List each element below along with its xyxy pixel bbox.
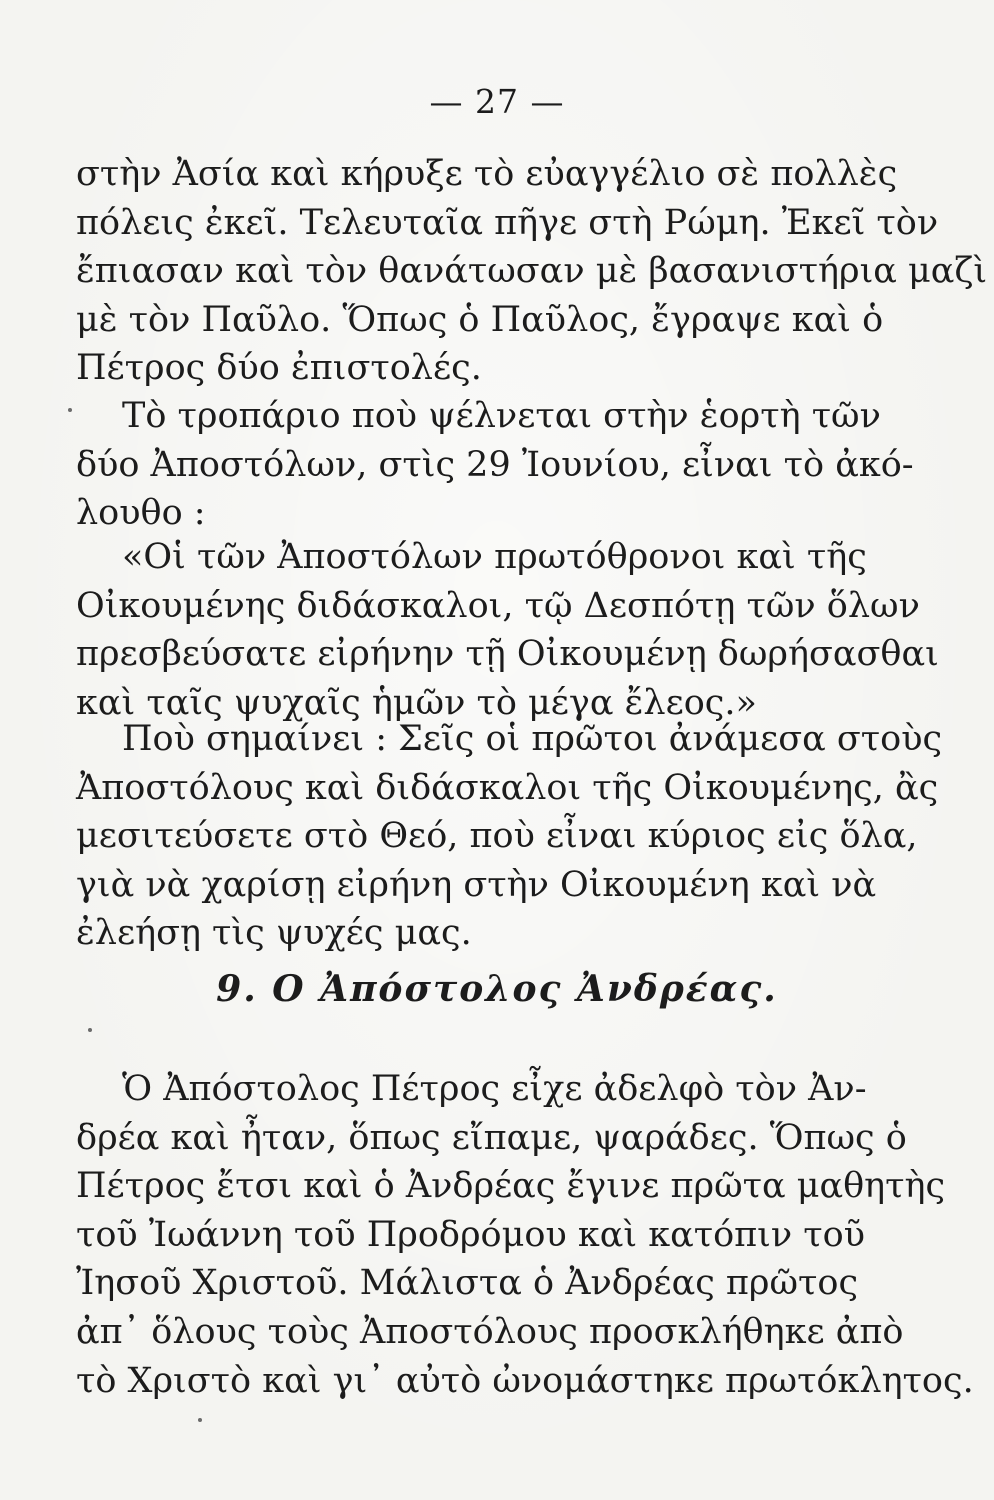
text-line: «Οἱ τῶν Ἀποστόλων πρωτόθρονοι καὶ τῆς (122, 537, 867, 577)
text-line: Ἀποστόλους καὶ διδάσκαλοι τῆς Οἰκουμένης, ἂς (76, 767, 939, 808)
text-line: δρέα καὶ ἦταν, ὅπως εἴπαμε, ψαράδες. Ὅπως ὁ (76, 1117, 907, 1158)
paper-speck (198, 1418, 202, 1422)
paragraph-peter-end (76, 150, 988, 393)
text-line: ἐλεήσῃ τὶς ψυχές μας. (76, 913, 472, 954)
text-line: ἀπ᾽ ὅλους τοὺς Ἀποστόλους προσκλήθηκε ἀπὸ (76, 1311, 904, 1352)
text-line: ἔπιασαν καὶ τὸν θανάτωσαν μὲ βασανιστήρια μαζὶ (76, 251, 988, 292)
paper-speck (88, 1028, 92, 1032)
text-line: γιὰ νὰ χαρίσῃ εἰρήνη στὴν Οἰκουμένη καὶ νὰ (76, 864, 877, 905)
text-line: Τὸ τροπάριο ποὺ ψέλνεται στὴν ἑορτὴ τῶν (122, 396, 881, 436)
text-line: πρεσβεύσατε εἰρήνην τῇ Οἰκουμένῃ δωρήσασθαι (76, 634, 939, 675)
text-line: τὸ Χριστὸ καὶ γι᾽ αὐτὸ ὠνομάστηκε πρωτόκλητος. (76, 1360, 974, 1401)
text-line: Ὁ Ἀπόστολος Πέτρος εἶχε ἀδελφὸ τὸν Ἀν- (122, 1069, 867, 1109)
text-line: πόλεις ἐκεῖ. Τελευταῖα πῆγε στὴ Ρώμη. Ἐκεῖ τὸν (76, 202, 939, 243)
text-line: καὶ ταῖς ψυχαῖς ἡμῶν τὸ μέγα ἔλεος.» (76, 682, 757, 723)
paper-speck (68, 408, 72, 412)
paragraph-andrew (76, 1065, 974, 1405)
text-line: Ἰησοῦ Χριστοῦ. Μάλιστα ὁ Ἀνδρέας πρῶτος (76, 1263, 859, 1304)
paragraph-hymn-intro (76, 392, 914, 538)
text-line: Οἰκουμένης διδάσκαλοι, τῷ Δεσπότῃ τῶν ὅλων (76, 585, 920, 626)
text-line: δύο Ἀποστόλων, στὶς 29 Ἰουνίου, εἶναι τὸ ἀκό- (76, 444, 914, 485)
text-line: Ποὺ σημαίνει : Σεῖς οἱ πρῶτοι ἀνάμεσα στοὺς (122, 719, 943, 759)
text-line: μὲ τὸν Παῦλο. Ὅπως ὁ Παῦλος, ἔγραψε καὶ ὁ (76, 299, 884, 340)
text-line: στὴν Ἀσία καὶ κήρυξε τὸ εὐαγγέλιο σὲ πολλὲς (76, 154, 898, 194)
text-line: λουθο : (76, 493, 206, 534)
text-line: Πέτρος δύο ἐπιστολές. (76, 348, 482, 389)
text-line: μεσιτεύσετε στὸ Θεό, ποὺ εἶναι κύριος εἰς ὅλα, (76, 816, 918, 857)
section-title: 9. Ο Ἀπόστολος Ἀνδρέας. (216, 968, 778, 1010)
text-line: τοῦ Ἰωάννη τοῦ Προδρόμου καὶ κατόπιν τοῦ (76, 1214, 865, 1255)
text-line: Πέτρος ἔτσι καὶ ὁ Ἀνδρέας ἔγινε πρῶτα μαθητὴς (76, 1166, 946, 1207)
page-number: — 27 — (429, 82, 565, 121)
paragraph-hymn-text (76, 533, 939, 727)
paragraph-hymn-meaning (76, 715, 943, 958)
